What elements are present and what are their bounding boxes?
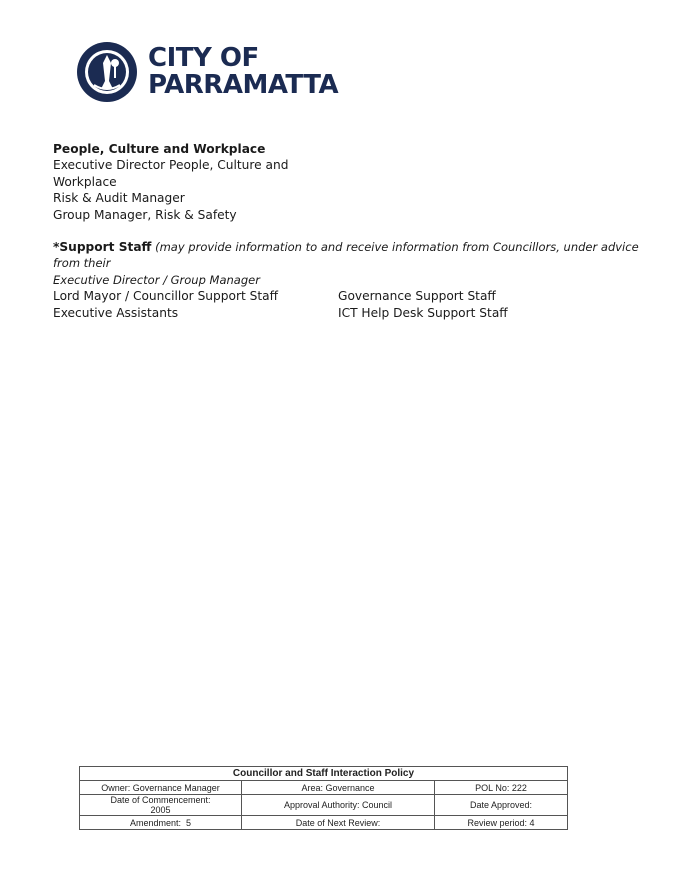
people-culture-section [53, 141, 353, 223]
footer-cell: POL No: 222 [435, 781, 568, 795]
people-culture-heading: People, Culture and Workplace [53, 142, 266, 156]
footer-cell: Review period: 4 [435, 816, 568, 830]
support-role: Executive Assistants [53, 305, 179, 320]
footer-cell: Date of Commencement: 2005 [80, 795, 242, 816]
logo-text-line1: CITY OF [148, 43, 259, 73]
support-role: ICT Help Desk Support Staff [338, 305, 508, 320]
people-line: Executive Director People, Culture and [53, 158, 289, 173]
logo-text-line2: PARRAMATTA [148, 70, 339, 100]
support-role: Governance Support Staff [338, 289, 496, 304]
footer-cell: Date Approved: [435, 795, 568, 816]
city-of-parramatta-logo [76, 41, 338, 103]
footer-cell: Area: Governance [242, 781, 435, 795]
people-line: Risk & Audit Manager [53, 191, 185, 206]
footer-cell: Approval Authority: Council [242, 795, 435, 816]
support-staff-roles [53, 288, 653, 321]
support-staff-heading: *Support Staff [53, 240, 152, 254]
support-staff-intro [53, 239, 653, 272]
footer-cell: Owner: Governance Manager [80, 781, 242, 795]
people-line: Workplace [53, 174, 117, 189]
policy-footer-table [79, 766, 568, 830]
support-staff-section [53, 239, 653, 321]
footer-cell: Amendment: 5 [80, 816, 242, 830]
support-staff-note: (may provide information to and receive information from Councillors, under advice from their [53, 240, 639, 271]
people-line: Group Manager, Risk & Safety [53, 207, 237, 222]
footer-cell: Date of Next Review: [242, 816, 435, 830]
parramatta-emblem-icon [76, 41, 138, 103]
support-staff-note-continued: Executive Director / Group Manager [53, 272, 260, 287]
support-role: Lord Mayor / Councillor Support Staff [53, 289, 279, 304]
policy-title: Councillor and Staff Interaction Policy [80, 767, 568, 781]
